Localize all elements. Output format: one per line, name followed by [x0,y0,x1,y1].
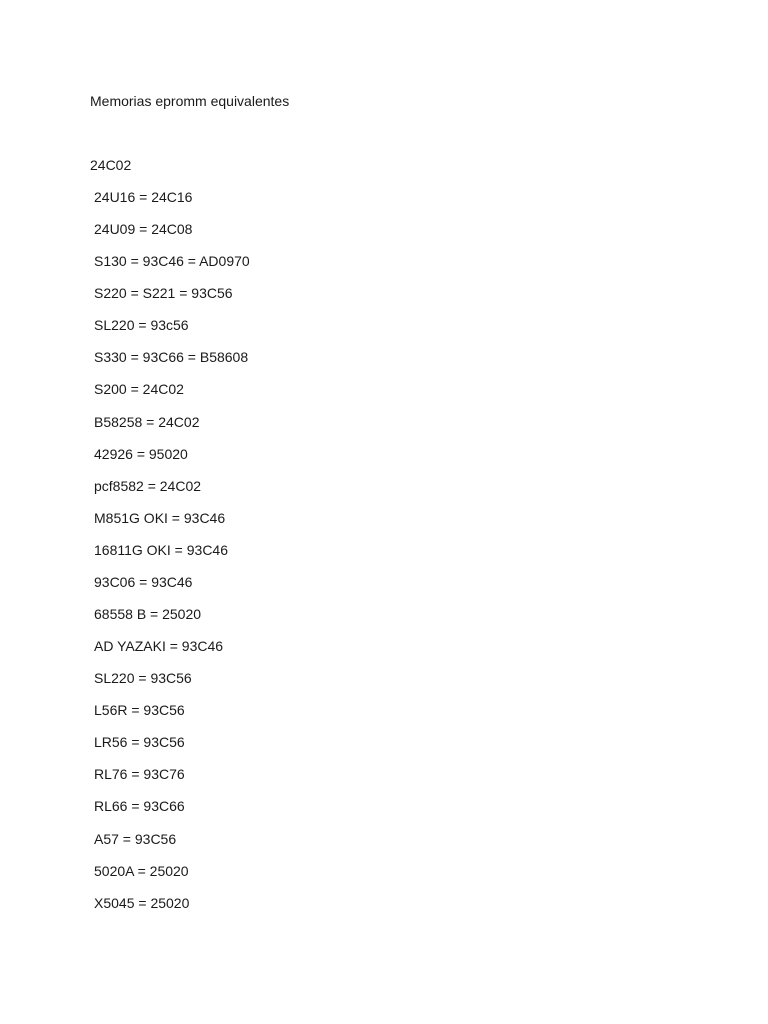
list-item: S200 = 24C02 [94,381,184,398]
list-item: SL220 = 93c56 [94,317,189,334]
list-item: A57 = 93C56 [94,830,177,847]
list-item: 68558 B = 25020 [94,606,202,623]
list-item: M851G OKI = 93C46 [94,509,226,526]
equivalence-list [94,188,250,926]
list-item: L56R = 93C56 [94,702,185,719]
document-title: Memorias epromm equivalentes [90,93,290,109]
list-item: SL220 = 93C56 [94,670,192,687]
list-item: RL76 = 93C76 [94,766,185,783]
list-item: 24U16 = 24C16 [94,189,193,205]
list-item: S220 = S221 = 93C56 [94,285,233,302]
list-item: 42926 = 95020 [94,445,188,462]
list-item: pcf8582 = 24C02 [94,477,202,494]
list-item: X5045 = 25020 [94,894,190,911]
list-item: 5020A = 25020 [94,862,189,879]
first-entry: 24C02 [90,157,132,173]
list-item: 24U09 = 24C08 [94,221,193,238]
list-item: S330 = 93C66 = B58608 [94,349,249,366]
list-item: 16811G OKI = 93C46 [94,541,228,558]
list-item: S130 = 93C46 = AD0970 [94,253,250,270]
list-item: RL66 = 93C66 [94,798,185,815]
list-item: AD YAZAKI = 93C46 [94,638,224,655]
list-item: LR56 = 93C56 [94,734,185,751]
list-item: 93C06 = 93C46 [94,573,193,590]
list-item: B58258 = 24C02 [94,413,200,430]
